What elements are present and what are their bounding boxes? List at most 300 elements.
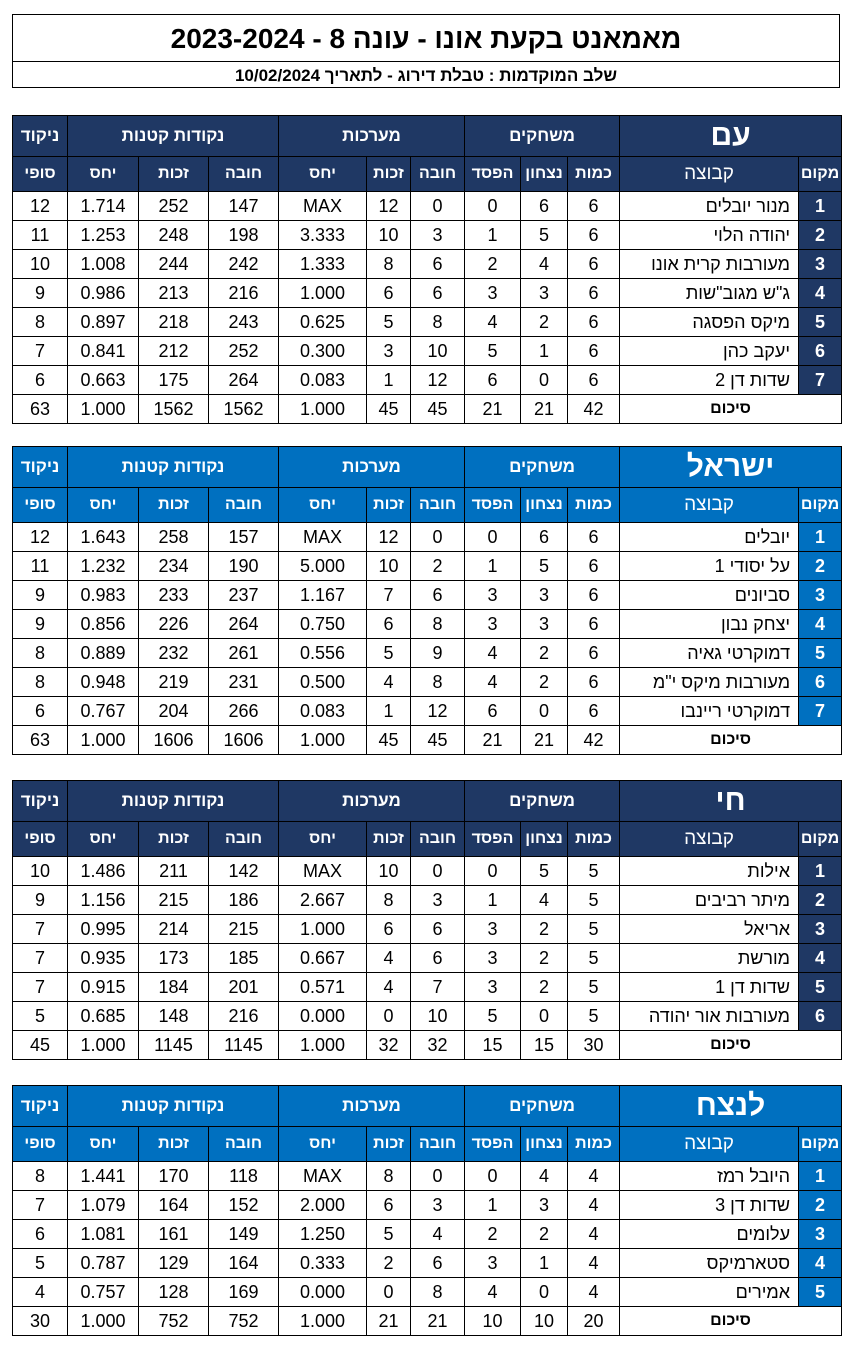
summary-cell: 1.000 (68, 1031, 139, 1060)
team-name: מיקס הפסגה (620, 308, 799, 337)
stat-cell: 10 (411, 1002, 465, 1031)
stat-cell: 3 (465, 581, 521, 610)
score-header: ניקוד (13, 116, 68, 157)
stat-cell: 8 (367, 886, 411, 915)
stat-cell: 4 (367, 973, 411, 1002)
stat-cell: 3 (465, 915, 521, 944)
team-name: אילות (620, 857, 799, 886)
stat-cell: 6 (568, 221, 620, 250)
team-header: קבוצה (620, 157, 799, 192)
stat-cell: 6 (367, 610, 411, 639)
league-table (12, 446, 842, 755)
stat-cell: 6 (568, 250, 620, 279)
stat-cell: 10 (13, 250, 68, 279)
stat-cell: 6 (13, 697, 68, 726)
stat-cell: 12 (411, 366, 465, 395)
stat-cell: 264 (209, 366, 279, 395)
league-name: חי (620, 781, 842, 822)
stat-cell: 234 (139, 552, 209, 581)
stat-cell: MAX (279, 1162, 367, 1191)
sets-won-header: זכות (367, 1127, 411, 1162)
table-row (13, 1220, 842, 1249)
team-name: מורשת (620, 944, 799, 973)
stat-cell: 4 (367, 944, 411, 973)
stat-cell: 2 (521, 915, 568, 944)
sets-header: מערכות (279, 1086, 465, 1127)
rank-cell: 6 (799, 668, 842, 697)
wins-header: נצחון (521, 488, 568, 523)
stat-cell: 11 (13, 221, 68, 250)
stat-cell: 152 (209, 1191, 279, 1220)
stat-cell: 12 (367, 523, 411, 552)
stat-cell: 7 (13, 944, 68, 973)
rank-cell: 5 (799, 973, 842, 1002)
stat-cell: 248 (139, 221, 209, 250)
stat-cell: 5 (568, 1002, 620, 1031)
table-row (13, 1249, 842, 1278)
wins-header: נצחון (521, 822, 568, 857)
rank-cell: 6 (799, 1002, 842, 1031)
stat-cell: 4 (411, 1220, 465, 1249)
stat-cell: 0.767 (68, 697, 139, 726)
stat-cell: 215 (209, 915, 279, 944)
stat-cell: 5 (568, 857, 620, 886)
stat-cell: 8 (13, 639, 68, 668)
summary-row (13, 395, 842, 424)
summary-cell: 45 (411, 726, 465, 755)
stat-cell: 232 (139, 639, 209, 668)
table-row (13, 915, 842, 944)
stat-cell: 6 (465, 366, 521, 395)
stat-cell: 4 (521, 1162, 568, 1191)
summary-label: סיכום (620, 1031, 842, 1060)
summary-cell: 1562 (139, 395, 209, 424)
stat-cell: 0 (411, 857, 465, 886)
stat-cell: 0.856 (68, 610, 139, 639)
rank-header: מקום (799, 157, 842, 192)
summary-cell: 1145 (139, 1031, 209, 1060)
sets-header: מערכות (279, 116, 465, 157)
stat-cell: 9 (411, 639, 465, 668)
stat-cell: 10 (367, 221, 411, 250)
summary-cell: 32 (411, 1031, 465, 1060)
stat-cell: 6 (411, 1249, 465, 1278)
stat-cell: 216 (209, 1002, 279, 1031)
stat-cell: 2 (521, 944, 568, 973)
stat-cell: 0 (465, 523, 521, 552)
stat-cell: 3 (411, 1191, 465, 1220)
stat-cell: 164 (209, 1249, 279, 1278)
stat-cell: 0.000 (279, 1002, 367, 1031)
stat-cell: 5 (465, 1002, 521, 1031)
table-row (13, 1162, 842, 1191)
stat-cell: 142 (209, 857, 279, 886)
stat-cell: 211 (139, 857, 209, 886)
rank-cell: 6 (799, 337, 842, 366)
rank-cell: 3 (799, 915, 842, 944)
stat-cell: 0 (521, 1278, 568, 1307)
summary-cell: 63 (13, 395, 68, 424)
stat-cell: 10 (367, 857, 411, 886)
table-row (13, 1191, 842, 1220)
stat-cell: 4 (465, 668, 521, 697)
sets-lost-header: חובה (411, 488, 465, 523)
stat-cell: 252 (209, 337, 279, 366)
stat-cell: 243 (209, 308, 279, 337)
summary-row (13, 1031, 842, 1060)
stat-cell: 6 (411, 279, 465, 308)
stat-cell: 7 (13, 973, 68, 1002)
stat-cell: 1.000 (279, 279, 367, 308)
final-header: סופי (13, 822, 68, 857)
stat-cell: 198 (209, 221, 279, 250)
summary-cell: 45 (367, 726, 411, 755)
stat-cell: 5 (13, 1249, 68, 1278)
stat-cell: 7 (13, 337, 68, 366)
stat-cell: 4 (568, 1278, 620, 1307)
stat-cell: 219 (139, 668, 209, 697)
summary-cell: 45 (13, 1031, 68, 1060)
summary-cell: 1145 (209, 1031, 279, 1060)
stat-cell: 10 (411, 337, 465, 366)
stat-cell: 6 (568, 279, 620, 308)
sets-header: מערכות (279, 781, 465, 822)
stat-cell: 0.625 (279, 308, 367, 337)
league-name: עם (620, 116, 842, 157)
stat-cell: 6 (568, 581, 620, 610)
losses-header: הפסד (465, 1127, 521, 1162)
summary-cell: 10 (521, 1307, 568, 1336)
stat-cell: 1.079 (68, 1191, 139, 1220)
stat-cell: 3 (367, 337, 411, 366)
league-name: ישראל (620, 447, 842, 488)
sets-lost-header: חובה (411, 822, 465, 857)
stat-cell: 0.667 (279, 944, 367, 973)
stat-cell: 213 (139, 279, 209, 308)
stat-cell: 258 (139, 523, 209, 552)
summary-cell: 1.000 (279, 395, 367, 424)
stat-cell: 1.081 (68, 1220, 139, 1249)
stat-cell: 0.500 (279, 668, 367, 697)
stat-cell: 5 (568, 944, 620, 973)
stat-cell: 0.571 (279, 973, 367, 1002)
league-table (12, 780, 842, 1060)
stat-cell: MAX (279, 192, 367, 221)
rank-cell: 4 (799, 1249, 842, 1278)
stat-cell: 8 (411, 668, 465, 697)
summary-cell: 15 (521, 1031, 568, 1060)
stat-cell: 0.915 (68, 973, 139, 1002)
rank-cell: 5 (799, 1278, 842, 1307)
stat-cell: 4 (465, 1278, 521, 1307)
table-row (13, 523, 842, 552)
stat-cell: 118 (209, 1162, 279, 1191)
small-points-header: נקודות קטנות (68, 447, 279, 488)
page-title: מאמאנט בקעת אונו - עונה 8 - 2023-2024 (170, 23, 682, 54)
summary-label: סיכום (620, 1307, 842, 1336)
stat-cell: 161 (139, 1220, 209, 1249)
team-name: שדות דן 2 (620, 366, 799, 395)
rank-cell: 1 (799, 857, 842, 886)
stat-cell: 148 (139, 1002, 209, 1031)
stat-cell: 0 (465, 857, 521, 886)
summary-cell: 10 (465, 1307, 521, 1336)
stat-cell: 0 (465, 1162, 521, 1191)
summary-cell: 1.000 (279, 726, 367, 755)
stat-cell: 0 (465, 192, 521, 221)
stat-cell: 1 (367, 697, 411, 726)
rank-cell: 4 (799, 944, 842, 973)
stat-cell: 7 (411, 973, 465, 1002)
stat-cell: 0.841 (68, 337, 139, 366)
stat-cell: 9 (13, 279, 68, 308)
stat-cell: 2.667 (279, 886, 367, 915)
stat-cell: 6 (13, 1220, 68, 1249)
stat-cell: 0 (367, 1278, 411, 1307)
sets-won-header: זכות (367, 157, 411, 192)
stat-cell: 0 (411, 1162, 465, 1191)
stat-cell: 204 (139, 697, 209, 726)
team-name: מעורבות אור יהודה (620, 1002, 799, 1031)
stat-cell: 6 (568, 668, 620, 697)
stat-cell: 2.000 (279, 1191, 367, 1220)
stat-cell: 0.333 (279, 1249, 367, 1278)
stat-cell: 4 (568, 1162, 620, 1191)
league-table (12, 1085, 842, 1336)
stat-cell: 10 (367, 552, 411, 581)
table-row (13, 366, 842, 395)
score-header: ניקוד (13, 781, 68, 822)
stat-cell: 4 (521, 250, 568, 279)
table-row (13, 973, 842, 1002)
stat-cell: MAX (279, 857, 367, 886)
points-ratio-header: יחס (68, 488, 139, 523)
summary-row (13, 726, 842, 755)
stat-cell: MAX (279, 523, 367, 552)
stat-cell: 6 (367, 915, 411, 944)
stat-cell: 184 (139, 973, 209, 1002)
stat-cell: 201 (209, 973, 279, 1002)
stat-cell: 6 (411, 250, 465, 279)
stat-cell: 0 (367, 1002, 411, 1031)
count-header: כמות (568, 822, 620, 857)
score-header: ניקוד (13, 447, 68, 488)
rank-cell: 2 (799, 886, 842, 915)
rank-cell: 3 (799, 581, 842, 610)
stat-cell: 5 (521, 552, 568, 581)
points-ratio-header: יחס (68, 1127, 139, 1162)
stat-cell: 2 (367, 1249, 411, 1278)
games-header: משחקים (465, 116, 620, 157)
table-row (13, 221, 842, 250)
summary-label: סיכום (620, 395, 842, 424)
stat-cell: 261 (209, 639, 279, 668)
summary-cell: 21 (411, 1307, 465, 1336)
stat-cell: 0.556 (279, 639, 367, 668)
league-table (12, 115, 842, 424)
stat-cell: 5 (465, 337, 521, 366)
stat-cell: 4 (521, 886, 568, 915)
losses-header: הפסד (465, 822, 521, 857)
summary-cell: 42 (568, 395, 620, 424)
title-box (12, 14, 840, 88)
count-header: כמות (568, 1127, 620, 1162)
stat-cell: 2 (521, 668, 568, 697)
stat-cell: 5.000 (279, 552, 367, 581)
games-header: משחקים (465, 781, 620, 822)
stat-cell: 0.889 (68, 639, 139, 668)
stat-cell: 214 (139, 915, 209, 944)
summary-cell: 752 (209, 1307, 279, 1336)
stat-cell: 4 (568, 1249, 620, 1278)
summary-cell: 30 (13, 1307, 68, 1336)
stat-cell: 12 (13, 523, 68, 552)
rank-cell: 2 (799, 552, 842, 581)
summary-cell: 30 (568, 1031, 620, 1060)
rank-cell: 4 (799, 610, 842, 639)
stat-cell: 6 (568, 639, 620, 668)
stat-cell: 8 (13, 308, 68, 337)
wins-header: נצחון (521, 1127, 568, 1162)
team-name: יהודה הלוי (620, 221, 799, 250)
summary-cell: 63 (13, 726, 68, 755)
small-points-header: נקודות קטנות (68, 781, 279, 822)
table-row (13, 552, 842, 581)
stat-cell: 185 (209, 944, 279, 973)
rank-cell: 1 (799, 1162, 842, 1191)
stat-cell: 3 (411, 886, 465, 915)
points-ratio-header: יחס (68, 822, 139, 857)
stat-cell: 3 (465, 1249, 521, 1278)
stat-cell: 1.441 (68, 1162, 139, 1191)
stat-cell: 6 (568, 308, 620, 337)
games-header: משחקים (465, 447, 620, 488)
stat-cell: 0.685 (68, 1002, 139, 1031)
stat-cell: 0.300 (279, 337, 367, 366)
stat-cell: 0.897 (68, 308, 139, 337)
table-row (13, 944, 842, 973)
summary-cell: 752 (139, 1307, 209, 1336)
stat-cell: 266 (209, 697, 279, 726)
stat-cell: 1.167 (279, 581, 367, 610)
team-name: מעורבות מיקס י"מ (620, 668, 799, 697)
team-name: שדות דן 1 (620, 973, 799, 1002)
stat-cell: 5 (568, 886, 620, 915)
stat-cell: 12 (411, 697, 465, 726)
stat-cell: 8 (411, 1278, 465, 1307)
stat-cell: 3 (521, 610, 568, 639)
table-row (13, 1002, 842, 1031)
stat-cell: 3 (521, 279, 568, 308)
stat-cell: 6 (521, 192, 568, 221)
stat-cell: 5 (367, 1220, 411, 1249)
stat-cell: 8 (367, 250, 411, 279)
stat-cell: 0.787 (68, 1249, 139, 1278)
summary-cell: 1562 (209, 395, 279, 424)
team-name: יעקב כהן (620, 337, 799, 366)
stat-cell: 6 (568, 610, 620, 639)
stat-cell: 244 (139, 250, 209, 279)
sets-ratio-header: יחס (279, 157, 367, 192)
stat-cell: 3 (465, 279, 521, 308)
stat-cell: 0.948 (68, 668, 139, 697)
rank-cell: 4 (799, 279, 842, 308)
stat-cell: 0.663 (68, 366, 139, 395)
team-header: קבוצה (620, 488, 799, 523)
stat-cell: 1.232 (68, 552, 139, 581)
rank-header: מקום (799, 488, 842, 523)
stat-cell: 1.714 (68, 192, 139, 221)
rank-cell: 2 (799, 1191, 842, 1220)
points-won-header: זכות (139, 822, 209, 857)
count-header: כמות (568, 157, 620, 192)
stat-cell: 129 (139, 1249, 209, 1278)
team-name: ג"ש מגוב"שות (620, 279, 799, 308)
stat-cell: 1 (465, 886, 521, 915)
stat-cell: 226 (139, 610, 209, 639)
stat-cell: 216 (209, 279, 279, 308)
table-row (13, 668, 842, 697)
stat-cell: 3 (465, 610, 521, 639)
table-row (13, 1278, 842, 1307)
final-header: סופי (13, 1127, 68, 1162)
stat-cell: 5 (521, 857, 568, 886)
team-name: מנור יובלים (620, 192, 799, 221)
team-name: סטארמיקס (620, 1249, 799, 1278)
stat-cell: 6 (13, 366, 68, 395)
points-lost-header: חובה (209, 822, 279, 857)
points-lost-header: חובה (209, 1127, 279, 1162)
team-name: על יסודי 1 (620, 552, 799, 581)
stat-cell: 252 (139, 192, 209, 221)
sets-lost-header: חובה (411, 157, 465, 192)
table-row (13, 308, 842, 337)
summary-cell: 1.000 (68, 1307, 139, 1336)
stat-cell: 7 (13, 915, 68, 944)
stat-cell: 1 (367, 366, 411, 395)
stat-cell: 0.083 (279, 697, 367, 726)
summary-cell: 1606 (139, 726, 209, 755)
stat-cell: 0.995 (68, 915, 139, 944)
stat-cell: 0 (521, 366, 568, 395)
summary-cell: 21 (465, 726, 521, 755)
points-lost-header: חובה (209, 157, 279, 192)
team-name: דמוקרטי ריינבו (620, 697, 799, 726)
stat-cell: 190 (209, 552, 279, 581)
stat-cell: 186 (209, 886, 279, 915)
stat-cell: 6 (568, 192, 620, 221)
stat-cell: 1.333 (279, 250, 367, 279)
table-row (13, 639, 842, 668)
team-name: יצחק נבון (620, 610, 799, 639)
summary-cell: 32 (367, 1031, 411, 1060)
team-name: אריאל (620, 915, 799, 944)
rank-cell: 2 (799, 221, 842, 250)
sets-ratio-header: יחס (279, 1127, 367, 1162)
stat-cell: 173 (139, 944, 209, 973)
stat-cell: 10 (13, 857, 68, 886)
page-subtitle: שלב המוקדמות : טבלת דירוג - לתאריך 10/02/2024 (13, 61, 839, 89)
stat-cell: 1 (465, 221, 521, 250)
stat-cell: 0.000 (279, 1278, 367, 1307)
stat-cell: 2 (465, 250, 521, 279)
stat-cell: 8 (13, 1162, 68, 1191)
stat-cell: 1.250 (279, 1220, 367, 1249)
rank-cell: 5 (799, 639, 842, 668)
stat-cell: 231 (209, 668, 279, 697)
stat-cell: 157 (209, 523, 279, 552)
sets-won-header: זכות (367, 488, 411, 523)
